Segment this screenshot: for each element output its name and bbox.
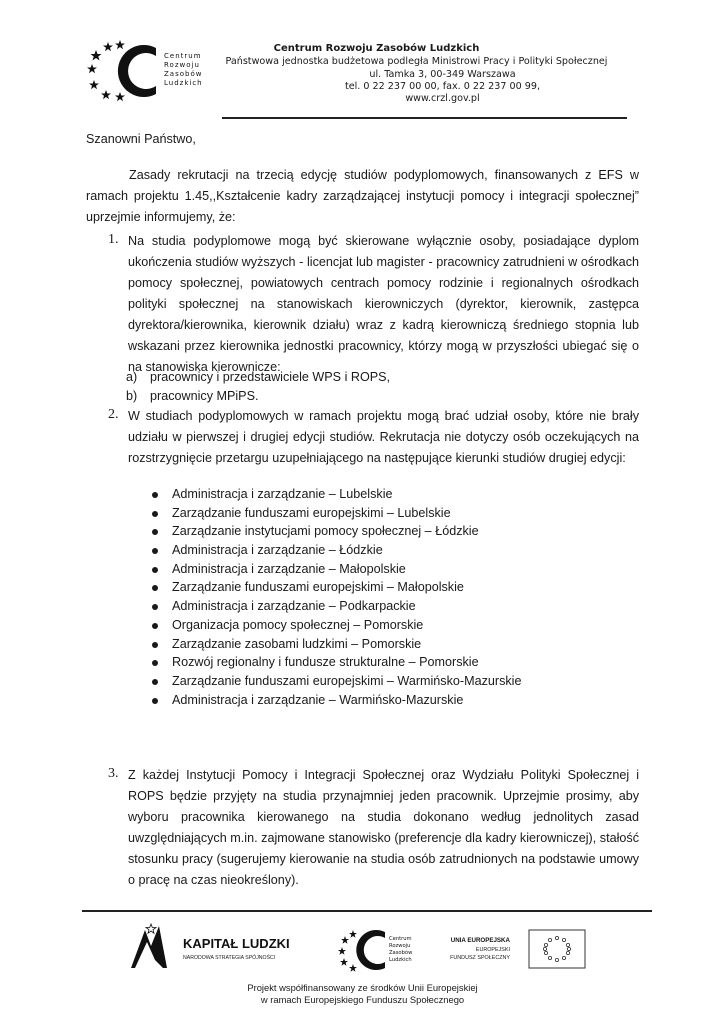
list-item-text: Na studia podyplomowe mogą być skierowane wyłącznie osoby, posiadające dyplom ukończenia studiów wyższych - licencjat lub magister - pracownicy zatrudnieni w ośrodkach pomocy społecznej, powiatowych centrach pomocy rodzinie i regionalnych ośrodkach polityki społecznej na stanowiskach kierowniczych (dyrektor, kierownik, zastępca dyrektora/kierownika, kierownik działu) wraz z kadrą kierowniczą średniego stopnia lub wskazani przez kierownika jednostki pracownicy, którzy mogą w przyszłości ubiegać się o na stanowiska kierownicze: xyxy=(128,234,639,374)
header-website: www.crzl.gov.pl xyxy=(405,93,480,104)
footer-note-line: Projekt współfinansowany ze środków Unii Europejskiej xyxy=(247,982,478,993)
svg-text:Rozwoju: Rozwoju xyxy=(389,943,411,949)
eu-flag-icon xyxy=(529,930,585,968)
logo-text-line: Rozwoju xyxy=(164,61,200,69)
footer-divider xyxy=(82,910,652,912)
list-item: Organizacja pomocy społecznej – Pomorskie xyxy=(152,616,632,635)
list-item: Administracja i zarządzanie – Łódzkie xyxy=(152,541,632,560)
bullet-icon xyxy=(152,529,158,535)
salutation: Szanowni Państwo, xyxy=(86,132,196,146)
list-item: Zarządzanie funduszami europejskimi – Lubelskie xyxy=(152,504,632,523)
study-directions-list xyxy=(152,485,632,709)
header-address: ul. Tamka 3, 00-349 Warszawa xyxy=(369,69,516,80)
logo-text-line: Zasobów xyxy=(164,70,203,78)
logo-text-line: Centrum xyxy=(164,52,202,60)
organization-name: Centrum Rozwoju Zasobów Ludzkich xyxy=(273,43,480,54)
svg-text:Ludzkich: Ludzkich xyxy=(389,957,412,963)
header-line: Państwowa jednostka budżetowa podległa Ministrowi Pracy i Polityki Społecznej xyxy=(225,56,608,67)
list-item-text: W studiach podyplomowych w ramach projektu mogą brać udział osoby, które nie brały udziału w pierwszej i drugiej edycji studiów. Rekrutacja nie dotyczy osób oczekujących na rozstrzygnięcie przetargu uzupełniającego na następujące kierunki studiów drugiej edycji: xyxy=(128,409,639,465)
list-item: Zarządzanie zasobami ludzkimi – Pomorskie xyxy=(152,635,632,654)
kapital-title: KAPITAŁ LUDZKI xyxy=(183,936,290,951)
footer-note-line: w ramach Europejskiego Funduszu Społecznego xyxy=(260,994,465,1005)
kapital-subtitle: NARODOWA STRATEGIA SPÓJNOŚCI xyxy=(183,955,276,961)
bullet-icon xyxy=(152,492,158,498)
sub-item-letter: b) xyxy=(126,389,138,403)
bullet-icon xyxy=(152,511,158,517)
bullet-icon xyxy=(152,567,158,573)
list-item-text: Z każdej Instytucji Pomocy i Integracji Społecznej oraz Wydziału Polityki Społecznej i ROPS będzie przyjęty na studia przynajmniej jeden pracownik. Uprzejmie prosimy, aby wyboru pracownika kierowanego na studia dokonano według jednolitych zasad uwzględniających m.in. zajmowane stanowisko (preferencje dla kadry kierowniczej), stałość stosunku pracy (sugerujemy kierowanie na studia osób zatrudnionych na podstawie umowy o pracę na czas nieokreślony). xyxy=(128,768,639,887)
list-number: 2. xyxy=(108,407,119,422)
svg-text:Zasobów: Zasobów xyxy=(389,950,413,956)
header-phone: tel. 0 22 237 00 00, fax. 0 22 237 00 99, xyxy=(344,81,541,92)
list-item: Administracja i zarządzanie – Lubelskie xyxy=(152,485,632,504)
svg-text:Centrum: Centrum xyxy=(389,936,412,942)
sub-item-letter: a) xyxy=(126,370,138,384)
list-item: Administracja i zarządzanie – Podkarpackie xyxy=(152,597,632,616)
eu-line: FUNDUSZ SPOŁECZNY xyxy=(450,955,510,961)
list-item: Administracja i zarządzanie – Małopolskie xyxy=(152,560,632,579)
footer-logos xyxy=(125,920,610,975)
bullet-icon xyxy=(152,642,158,648)
list-number: 3. xyxy=(108,766,119,781)
eu-title: UNIA EUROPEJSKA xyxy=(450,937,510,944)
bullet-icon xyxy=(152,604,158,610)
eu-line: EUROPEJSKI xyxy=(475,947,510,953)
eu-fund-label xyxy=(450,937,510,961)
bullet-icon xyxy=(152,585,158,591)
list-item: Zarządzanie instytucjami pomocy społecznej – Łódzkie xyxy=(152,522,632,541)
sub-item-text: pracownicy i przedstawiciele WPS i ROPS, xyxy=(150,370,391,384)
bullet-icon xyxy=(152,679,158,685)
intro-text: Zasady rekrutacji na trzecią edycję studiów podyplomowych, finansowanych z EFS w ramach projektu 1.45,,Kształcenie kadry zarządzającej instytucji pomocy i integracji społecznej” uprzejmie informujemy, że: xyxy=(86,168,639,224)
header-divider xyxy=(222,117,627,119)
list-item: Zarządzanie funduszami europejskimi – Warmińsko-Mazurskie xyxy=(152,672,632,691)
sub-item-text: pracownicy MPiPS. xyxy=(150,389,259,403)
bullet-icon xyxy=(152,548,158,554)
intro-paragraph xyxy=(86,165,639,228)
bullet-icon xyxy=(152,623,158,629)
list-number: 1. xyxy=(108,232,119,247)
kapital-ludzki-logo xyxy=(125,924,290,972)
bullet-icon xyxy=(152,660,158,666)
crzl-footer-logo xyxy=(338,930,413,972)
list-item: Rozwój regionalny i fundusze strukturalne – Pomorskie xyxy=(152,653,632,672)
list-item: Zarządzanie funduszami europejskimi – Małopolskie xyxy=(152,578,632,597)
bullet-icon xyxy=(152,698,158,704)
list-item: Administracja i zarządzanie – Warmińsko-Mazurskie xyxy=(152,691,632,710)
logo-text-line: Ludzkich xyxy=(164,79,203,87)
